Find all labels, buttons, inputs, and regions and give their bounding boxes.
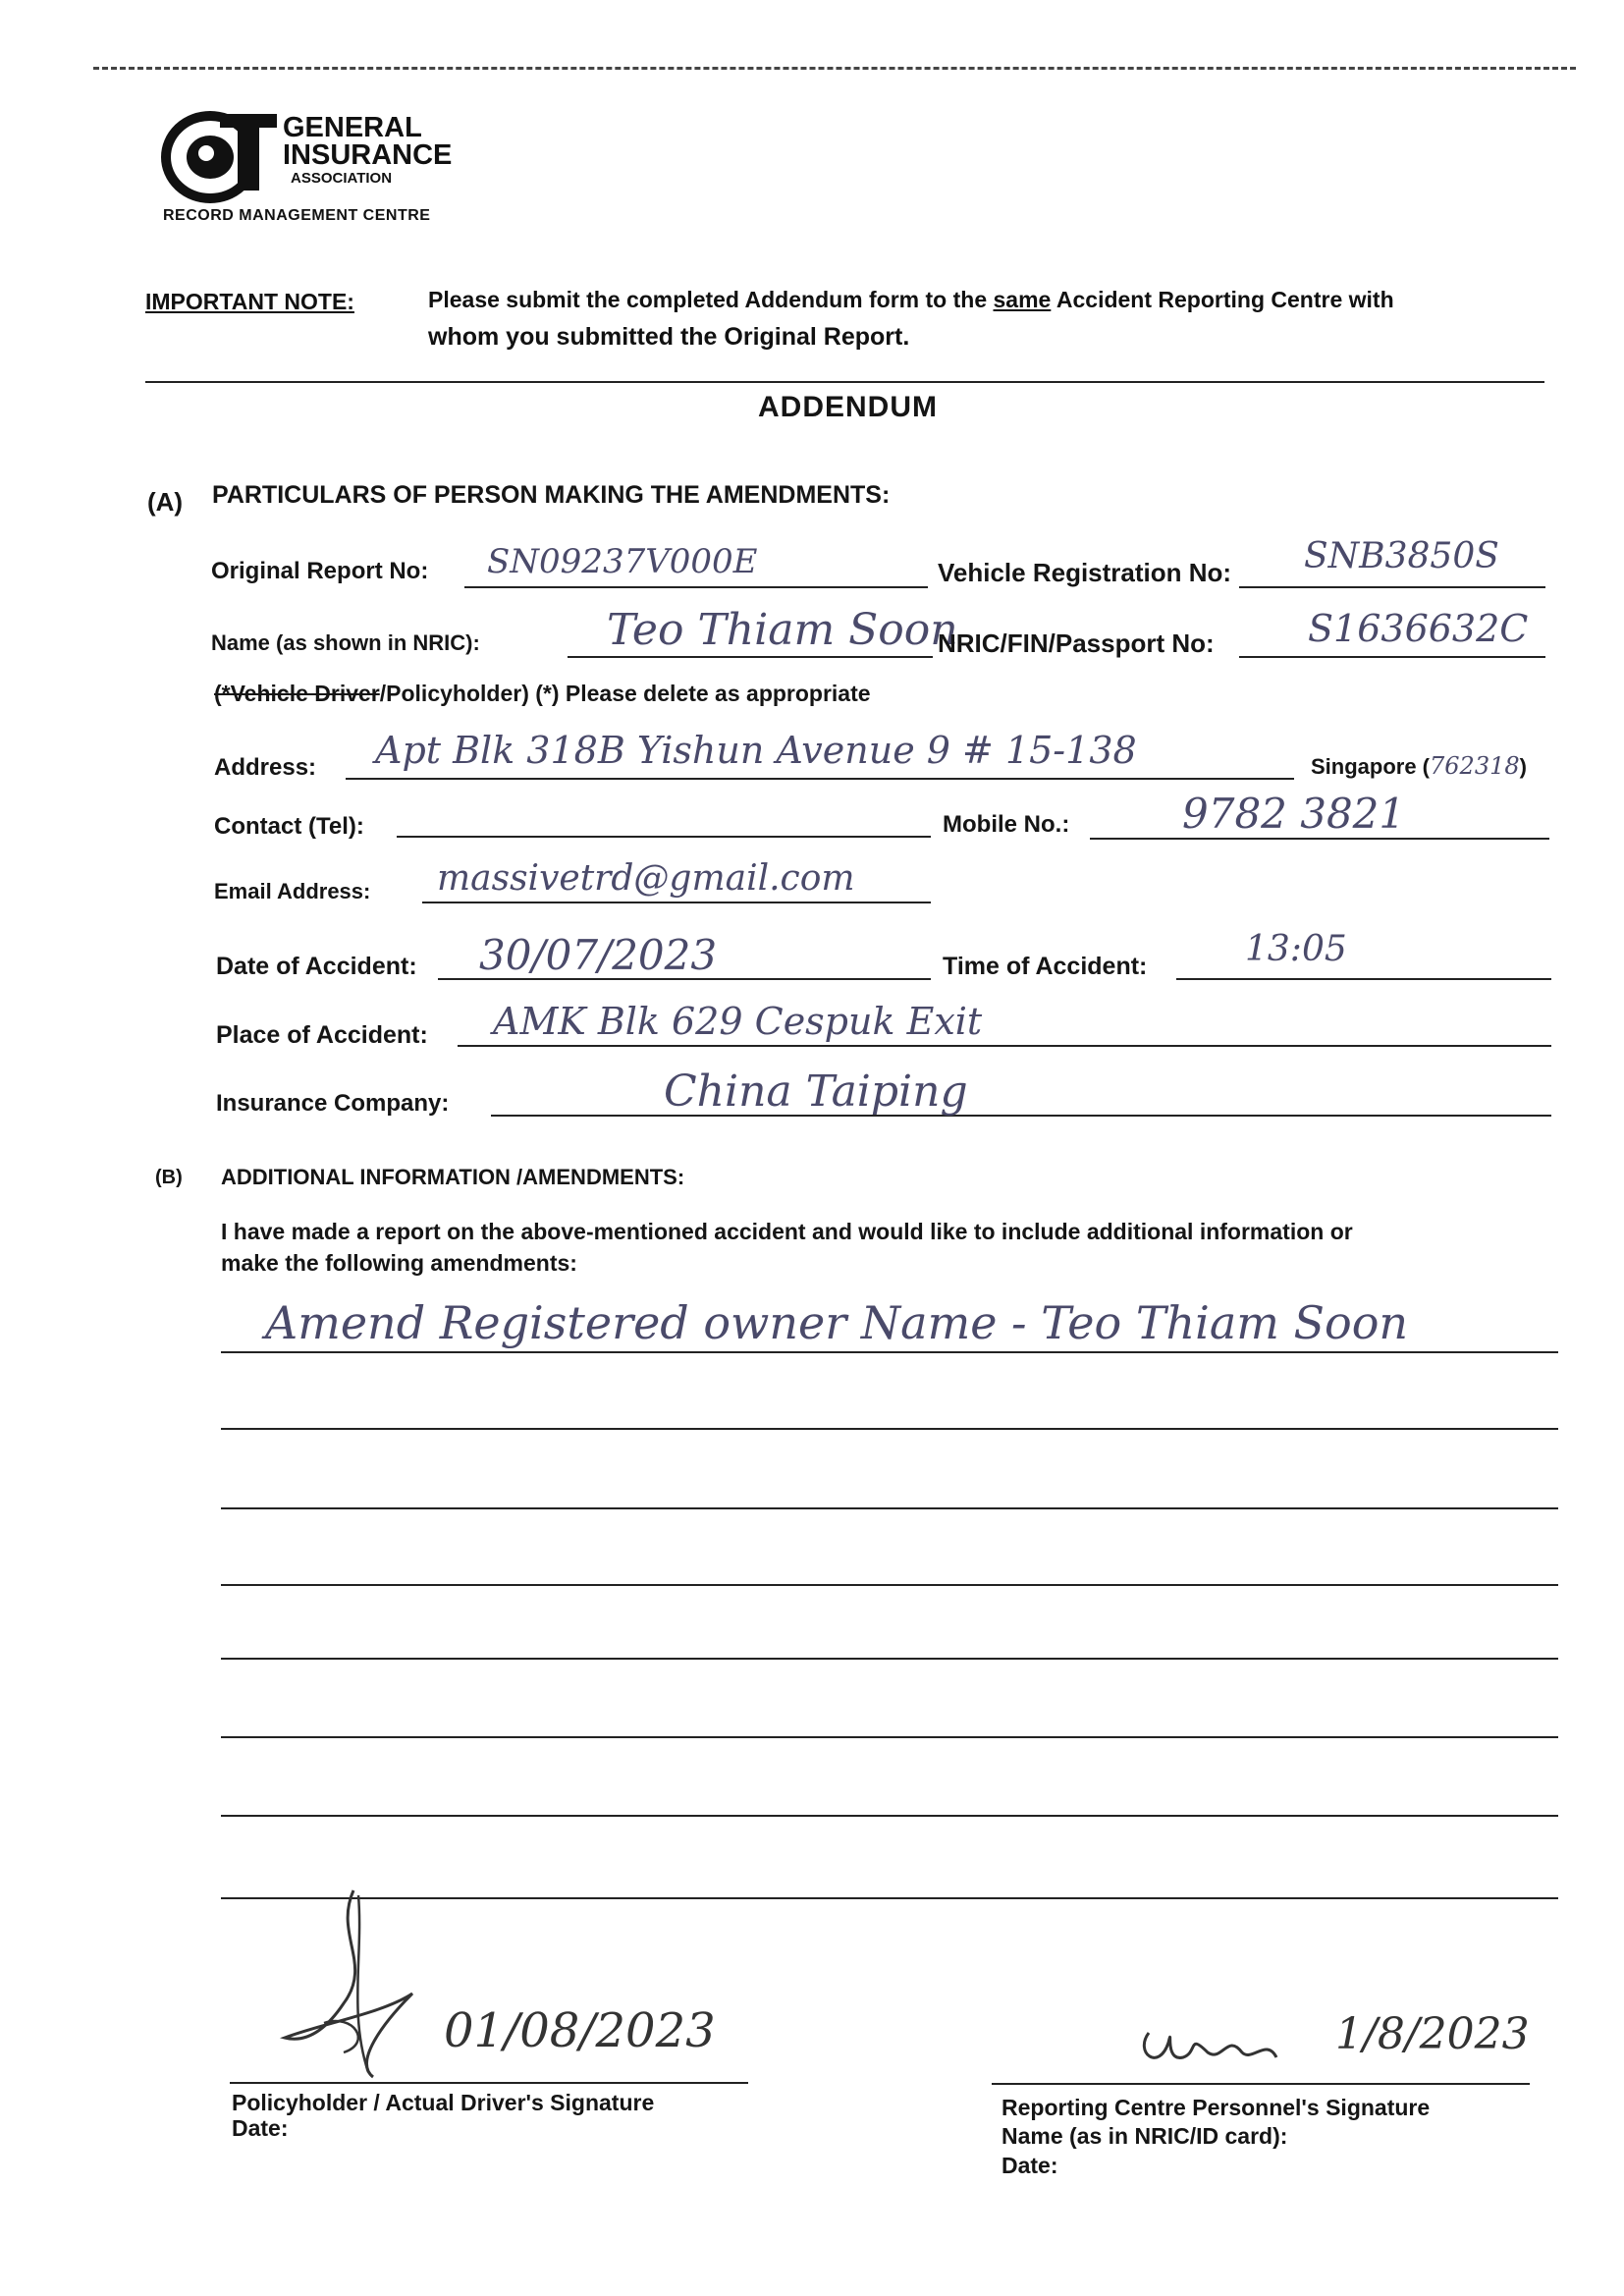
address-line	[346, 778, 1294, 780]
note-text-before: Please submit the completed Addendum form to the	[428, 287, 988, 312]
note-text-same: same	[993, 287, 1052, 312]
nric-line	[1239, 656, 1545, 658]
policyholder-date-value: 01/08/2023	[444, 2003, 716, 2058]
important-note-text	[428, 283, 1538, 355]
name-label: Name (as shown in NRIC):	[211, 630, 480, 655]
gia-logo	[159, 106, 473, 234]
section-b-text-line2: make the following amendments:	[221, 1250, 577, 1276]
mobile-line	[1090, 838, 1549, 840]
gia-logo-emblem	[159, 106, 287, 204]
vehicle-reg-line	[1239, 586, 1545, 588]
email-label: Email Address:	[214, 879, 371, 903]
role-struck-text: (*Vehicle Driver	[214, 681, 380, 706]
logo-line-insurance: INSURANCE	[283, 139, 453, 171]
name-value: Teo Thiam Soon	[607, 605, 958, 655]
postal-value: 762318	[1430, 752, 1520, 780]
section-a-label: (A)	[147, 487, 184, 517]
email-value: massivetrd@gmail.com	[437, 858, 855, 899]
section-a-heading: PARTICULARS OF PERSON MAKING THE AMENDMENTS:	[212, 481, 891, 509]
note-text-line2: whom you submitted the Original Report.	[428, 322, 910, 351]
place-label: Place of Accident:	[216, 1021, 428, 1049]
important-note-label: IMPORTANT NOTE:	[145, 289, 354, 314]
singapore-label: Singapore (	[1311, 754, 1431, 779]
role-note	[214, 681, 871, 707]
amendment-line	[221, 1584, 1558, 1586]
amendment-line	[221, 1507, 1558, 1509]
amendment-line	[221, 1351, 1558, 1353]
date-label: Date of Accident:	[216, 953, 417, 980]
amendment-line	[221, 1658, 1558, 1660]
amendment-line	[221, 1428, 1558, 1430]
note-text-after: Accident Reporting Centre with	[1056, 287, 1394, 312]
policyholder-signature-line	[230, 2082, 748, 2084]
policyholder-signature-scribble	[265, 1876, 461, 2092]
amendment-line	[221, 1815, 1558, 1817]
nric-value: S1636632C	[1308, 607, 1529, 650]
place-line	[458, 1045, 1551, 1047]
role-rest-text: /Policyholder) (*) Please delete as appropriate	[379, 681, 871, 706]
logo-subtitle: RECORD MANAGEMENT CENTRE	[163, 207, 431, 224]
name-line	[568, 656, 933, 658]
policyholder-signature-label: Policyholder / Actual Driver's Signature	[232, 2090, 655, 2115]
personnel-date-value: 1/8/2023	[1335, 2009, 1530, 2059]
singapore-close: )	[1519, 754, 1527, 779]
personnel-date-label: Date:	[1001, 2153, 1058, 2178]
contact-line	[397, 836, 931, 838]
time-line	[1176, 978, 1551, 980]
address-value: Apt Blk 318B Yishun Avenue 9 # 15-138	[375, 729, 1137, 772]
top-border-line	[93, 67, 1576, 70]
personnel-signature-label: Reporting Centre Personnel's Signature	[1001, 2095, 1431, 2120]
policyholder-date-label: Date:	[232, 2115, 289, 2141]
vehicle-reg-value: SNB3850S	[1304, 536, 1499, 576]
singapore-postal	[1311, 752, 1527, 780]
time-value: 13:05	[1245, 929, 1347, 969]
logo-line-association: ASSOCIATION	[291, 170, 393, 187]
mobile-label: Mobile No.:	[943, 811, 1070, 838]
section-b-label: (B)	[155, 1167, 183, 1188]
report-no-line	[464, 586, 928, 588]
nric-label: NRIC/FIN/Passport No:	[938, 629, 1215, 658]
email-line	[422, 902, 931, 903]
personnel-signature-scribble	[1129, 2003, 1306, 2092]
time-label: Time of Accident:	[943, 953, 1148, 980]
amendment-line-text: Amend Registered owner Name - Teo Thiam Soon	[265, 1296, 1409, 1349]
amendment-line	[221, 1736, 1558, 1738]
insurer-label: Insurance Company:	[216, 1090, 450, 1117]
insurer-line	[491, 1115, 1551, 1117]
personnel-name-label: Name (as in NRIC/ID card):	[1001, 2123, 1288, 2149]
personnel-signature-line	[992, 2083, 1530, 2085]
page-title: ADDENDUM	[758, 391, 938, 423]
section-b-text-line1: I have made a report on the above-mentioned accident and would like to include additional information or	[221, 1219, 1353, 1244]
vehicle-reg-label: Vehicle Registration No:	[938, 558, 1232, 587]
report-no-label: Original Report No:	[211, 558, 429, 584]
note-divider	[145, 381, 1544, 383]
date-value: 30/07/2023	[479, 931, 718, 979]
logo-line-general: GENERAL	[283, 112, 422, 143]
mobile-value: 9782 3821	[1182, 790, 1406, 838]
address-label: Address:	[214, 754, 317, 781]
place-value: AMK Blk 629 Cespuk Exit	[493, 1000, 983, 1043]
contact-label: Contact (Tel):	[214, 813, 364, 840]
insurer-value: China Taiping	[664, 1066, 968, 1117]
report-no-value: SN09237V000E	[487, 542, 758, 581]
section-b-heading: ADDITIONAL INFORMATION /AMENDMENTS:	[221, 1165, 685, 1189]
